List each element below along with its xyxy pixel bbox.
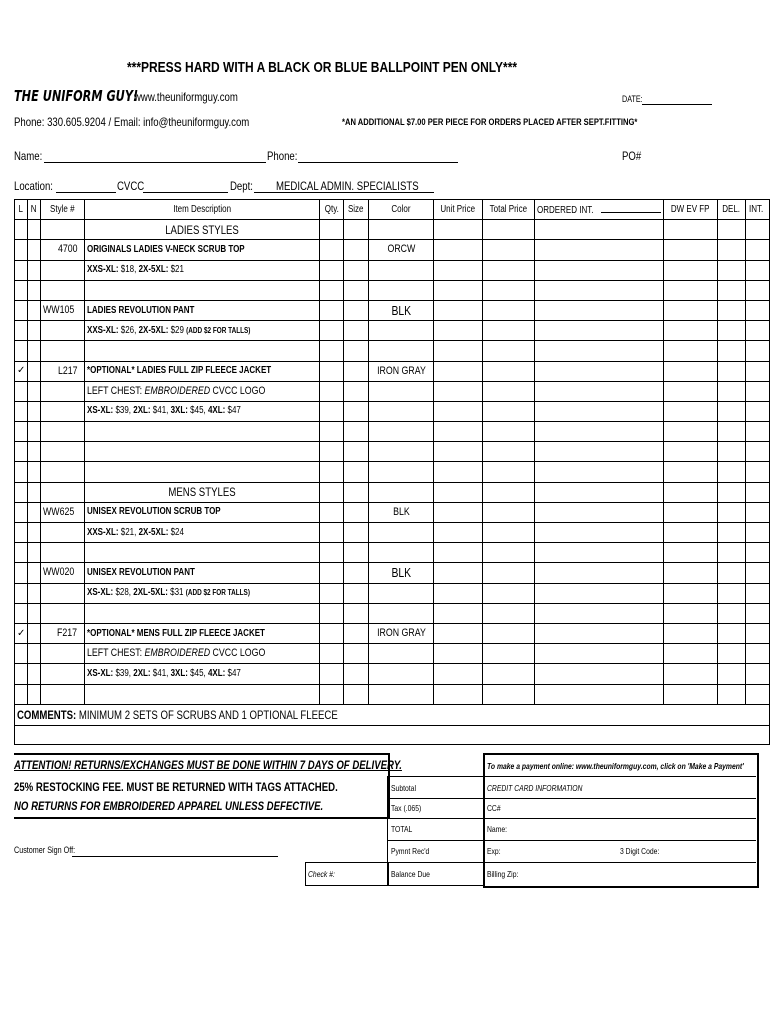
col-header-unit-price: Unit Price — [434, 200, 482, 220]
table-row — [15, 321, 770, 341]
comments-row[interactable] — [15, 704, 770, 725]
style-number: L217 — [57, 364, 78, 377]
po-label: PO# — [622, 149, 642, 163]
name-label: Name: — [14, 149, 43, 163]
style-number: F217 — [56, 627, 77, 640]
table-row — [15, 381, 770, 401]
table-row[interactable] — [15, 462, 770, 482]
ladies-heading: LADIES STYLES — [85, 220, 320, 240]
no-returns-notice: NO RETURNS FOR EMBROIDERED APPAREL UNLESS DEFECTIVE. — [14, 799, 324, 813]
table-row[interactable] — [15, 280, 770, 300]
price-list: XXS-XL: $26, 2X-5XL: $29 (ADD $2 FOR TALLS) — [87, 324, 251, 336]
col-header-description: Item Description — [85, 200, 320, 220]
table-row — [15, 583, 770, 603]
table-row[interactable] — [15, 725, 770, 744]
item-color: BLK — [391, 565, 411, 581]
table-header-row — [15, 200, 770, 220]
style-number: 4700 — [57, 243, 78, 256]
table-row — [15, 482, 770, 502]
col-header-n: N — [28, 200, 40, 220]
price-list: XS-XL: $39, 2XL: $41, 3XL: $45, 4XL: $47 — [87, 405, 241, 417]
cc-number-label: CC# — [487, 803, 501, 813]
table-row — [15, 523, 770, 543]
price-list: XS-XL: $39, 2XL: $41, 3XL: $45, 4XL: $47 — [87, 667, 241, 679]
website: www.theuniformguy.com — [134, 90, 238, 104]
signature-field[interactable] — [72, 856, 278, 857]
payment-received-label: Pymnt Rec'd — [391, 846, 430, 856]
price-list: XXS-XL: $21, 2X-5XL: $24 — [87, 526, 184, 538]
tax-label: Tax (.065) — [391, 803, 422, 813]
check-number-label: Check #: — [308, 869, 335, 879]
check-mark-icon: ✓ — [15, 361, 28, 381]
table-row[interactable] — [15, 341, 770, 361]
table-row[interactable] — [15, 623, 770, 643]
table-row[interactable] — [15, 240, 770, 260]
col-header-dw-ev-fp: DW EV FP — [664, 200, 718, 220]
col-header-l: L — [15, 200, 28, 220]
restocking-notice: 25% RESTOCKING FEE. MUST BE RETURNED WITH TAGS ATTACHED. — [14, 780, 338, 794]
table-row[interactable] — [15, 543, 770, 563]
item-color: ORCW — [387, 243, 415, 256]
brand-logo: THE UNIFORM GUY! — [14, 87, 139, 105]
col-header-ordered-int: ORDERED INT. — [534, 200, 664, 220]
table-row[interactable] — [15, 684, 770, 704]
location-field[interactable] — [56, 192, 116, 193]
subtotal-label: Subtotal — [391, 783, 416, 793]
col-header-int: INT. — [745, 200, 769, 220]
table-row — [15, 644, 770, 664]
col-header-total-price: Total Price — [482, 200, 534, 220]
price-list: XXS-XL: $18, 2X-5XL: $21 — [87, 264, 184, 276]
customer-signoff-label: Customer Sign Off: — [14, 845, 76, 855]
item-color: IRON GRAY — [376, 364, 426, 377]
style-number: WW020 — [42, 566, 75, 579]
table-row[interactable] — [15, 603, 770, 623]
billing-zip-label: Billing Zip: — [487, 869, 519, 879]
date-field[interactable] — [642, 104, 712, 105]
table-row — [15, 664, 770, 684]
item-description: UNISEX REVOLUTION SCRUB TOP — [87, 506, 221, 518]
date-label: DATE: — [622, 94, 643, 104]
style-number: WW105 — [42, 304, 75, 317]
item-description: *OPTIONAL* LADIES FULL ZIP FLEECE JACKET — [87, 365, 272, 377]
table-row — [15, 220, 770, 240]
comments-label: COMMENTS: — [17, 707, 77, 722]
late-order-notice: *AN ADDITIONAL $7.00 PER PIECE FOR ORDERS PLACED AFTER SEPT.FITTING* — [342, 117, 638, 128]
col-header-style: Style # — [40, 200, 84, 220]
dept-label: Dept: — [230, 179, 253, 193]
comments-text: MINIMUM 2 SETS OF SCRUBS AND 1 OPTIONAL FLEECE — [76, 707, 338, 722]
phone-email: Phone: 330.605.9204 / Email: info@theuniformguy.com — [14, 115, 250, 129]
location-value: CVCC — [117, 179, 145, 193]
item-color: IRON GRAY — [376, 627, 426, 640]
table-row[interactable] — [15, 502, 770, 522]
table-row[interactable] — [15, 361, 770, 381]
online-payment-note: To make a payment online: www.theuniformguy.com, click on 'Make a Payment' — [487, 761, 744, 771]
item-color: BLK — [391, 303, 411, 319]
name-field[interactable] — [44, 162, 266, 163]
total-label: TOTAL — [391, 824, 413, 834]
attention-notice: ATTENTION! RETURNS/EXCHANGES MUST BE DONE WITHIN 7 DAYS OF DELIVERY. — [14, 758, 402, 772]
item-description: ORIGINALS LADIES V-NECK SCRUB TOP — [87, 243, 245, 255]
table-row — [15, 260, 770, 280]
phone-field[interactable] — [298, 162, 458, 163]
table-row[interactable] — [15, 422, 770, 442]
mens-heading: MENS STYLES — [85, 482, 320, 502]
item-description: UNISEX REVOLUTION PANT — [87, 566, 195, 578]
table-row — [15, 401, 770, 421]
check-mark-icon: ✓ — [15, 623, 28, 643]
table-row[interactable] — [15, 442, 770, 462]
item-description: LADIES REVOLUTION PANT — [87, 304, 195, 316]
logo-note: LEFT CHEST: EMBROIDERED CVCC LOGO — [87, 647, 266, 660]
col-header-color: Color — [368, 200, 434, 220]
payment-box — [483, 753, 759, 888]
col-header-qty: Qty. — [320, 200, 343, 220]
location-label: Location: — [14, 179, 53, 193]
location-value-line — [143, 192, 228, 193]
order-table — [14, 199, 770, 745]
col-header-size: Size — [343, 200, 368, 220]
item-color: BLK — [392, 505, 410, 518]
price-list: XS-XL: $28, 2XL-5XL: $31 (ADD $2 FOR TALLS) — [87, 587, 250, 599]
phone-label: Phone: — [267, 149, 298, 163]
credit-card-info-label: CREDIT CARD INFORMATION — [487, 783, 583, 793]
style-number: WW625 — [42, 505, 75, 518]
press-hard-banner: ***PRESS HARD WITH A BLACK OR BLUE BALLPOINT PEN ONLY*** — [127, 59, 518, 76]
cc-code-label: 3 Digit Code: — [620, 846, 660, 856]
logo-note: LEFT CHEST: EMBROIDERED CVCC LOGO — [87, 384, 266, 397]
cc-exp-label: Exp: — [487, 846, 501, 856]
item-description: *OPTIONAL* MENS FULL ZIP FLEECE JACKET — [87, 627, 265, 639]
balance-due-label: Balance Due — [391, 869, 430, 879]
table-row[interactable] — [15, 563, 770, 583]
cc-name-label: Name: — [487, 824, 508, 834]
table-row[interactable] — [15, 300, 770, 320]
dept-value: MEDICAL ADMIN. SPECIALISTS — [276, 179, 419, 193]
col-header-del: DEL. — [717, 200, 745, 220]
